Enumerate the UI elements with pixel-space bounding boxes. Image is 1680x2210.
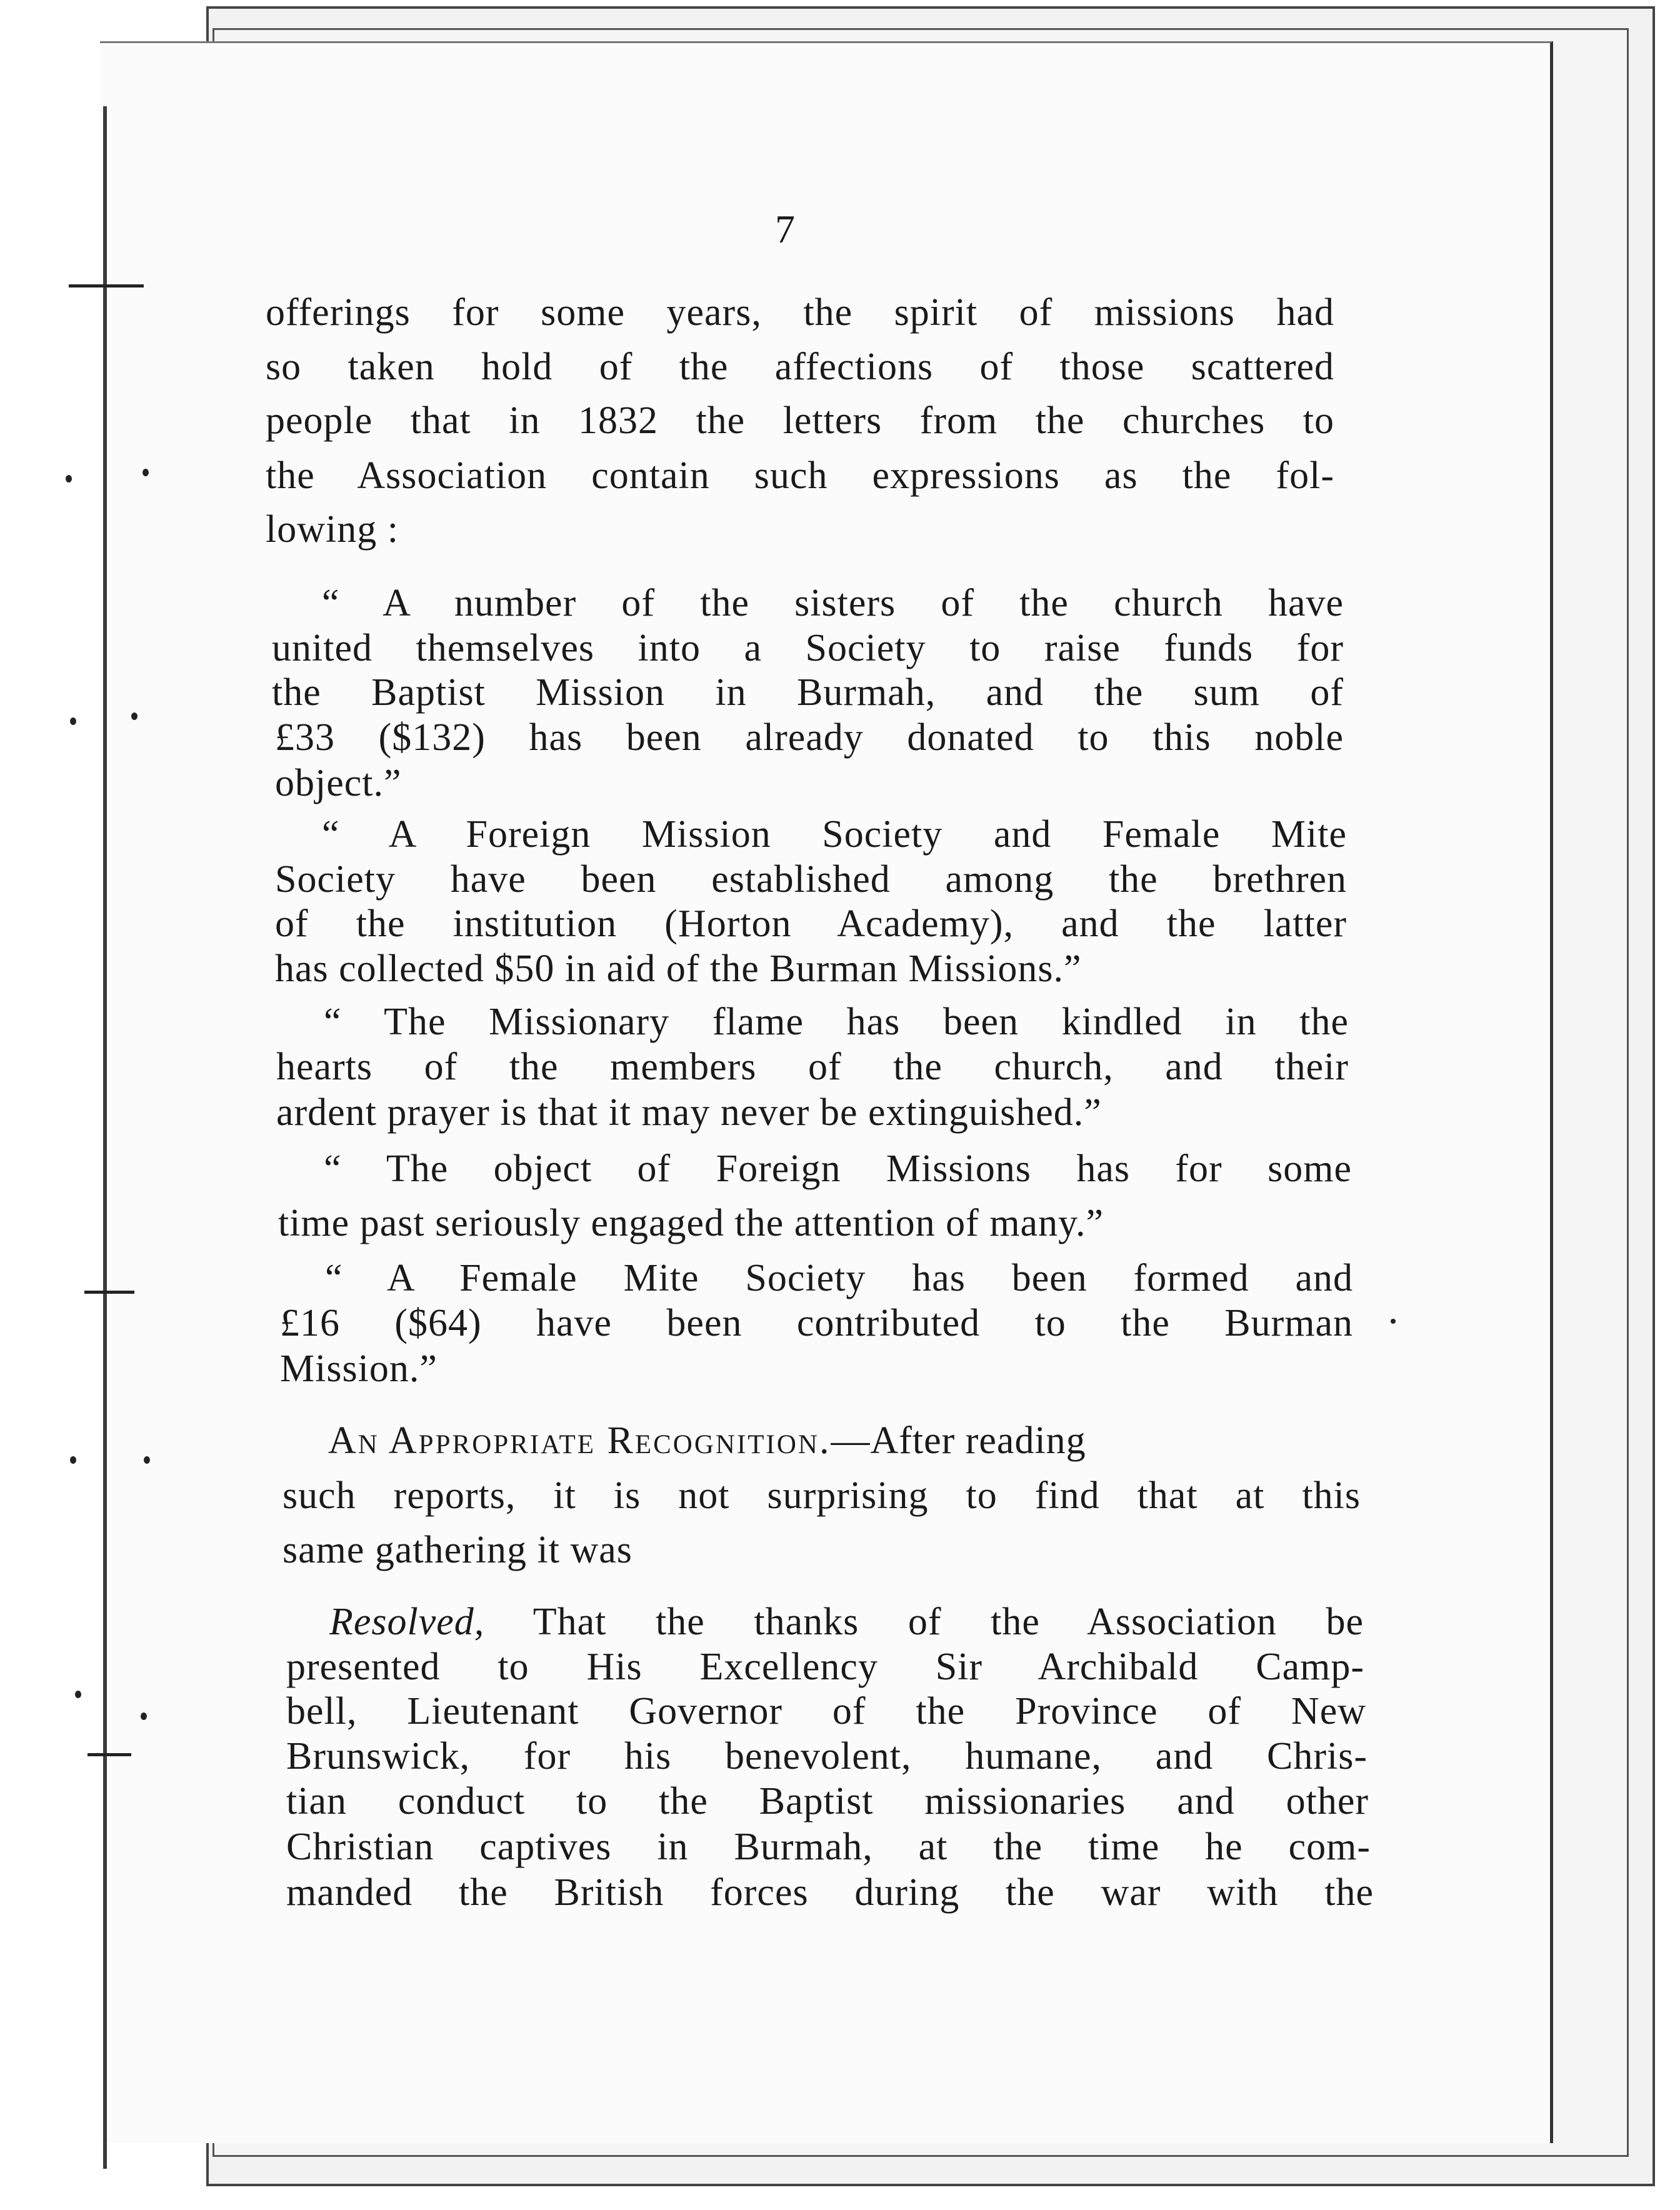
resolution-line: Christian captives in Burmah, at the time he com- <box>286 1826 1371 1868</box>
binding-hole <box>66 475 72 482</box>
text-line: offerings for some years, the spirit of missions had <box>266 291 1334 334</box>
recognition-line: —After reading <box>831 1419 1086 1462</box>
page-number: 7 <box>775 207 795 251</box>
binding-stitch <box>84 1291 134 1294</box>
text-line: so taken hold of the affections of those scattered <box>266 346 1334 388</box>
recognition-heading: An Appropriate Recognition. <box>328 1419 831 1462</box>
binding-hole <box>131 712 138 720</box>
resolution-first-line <box>329 1600 1364 1644</box>
quote-line: “ A Female Mite Society has been formed and <box>325 1257 1353 1299</box>
quote-line: united themselves into a Society to raise funds for <box>272 627 1344 669</box>
quote-line: ardent prayer is that it may never be extinguished.” <box>276 1091 1102 1134</box>
text-line: the Association contain such expressions as the fol- <box>266 454 1334 497</box>
quote-line: object.” <box>275 762 402 804</box>
text-line: people that in 1832 the letters from the churches to <box>266 399 1334 442</box>
binding-stitch <box>69 284 144 288</box>
resolution-line: bell, Lieutenant Governor of the Province of New <box>286 1690 1366 1732</box>
quote-line: “ A Foreign Mission Society and Female Mite <box>322 813 1347 856</box>
quote-line: Mission.” <box>280 1348 438 1390</box>
quote-line: has collected $50 in aid of the Burman Missions.” <box>275 948 1082 990</box>
resolved-lead: Resolved, <box>329 1601 485 1643</box>
recognition-first-line <box>328 1419 1359 1463</box>
binding-hole <box>70 1456 76 1464</box>
margin-speck <box>1391 1319 1396 1324</box>
binding-hole <box>75 1691 81 1698</box>
resolution-line: presented to His Excellency Sir Archibald Camp- <box>286 1646 1364 1688</box>
binding-hole <box>144 1456 150 1464</box>
binding-stitch <box>88 1753 131 1756</box>
quote-line: £16 ($64) have been contributed to the Burman <box>280 1302 1353 1344</box>
quote-line: Society have been established among the brethren <box>275 858 1347 901</box>
binding-hole <box>141 1712 147 1720</box>
text-line: lowing : <box>266 508 399 551</box>
resolution-line: tian conduct to the Baptist missionaries and other <box>286 1780 1369 1822</box>
binding-edge <box>103 106 107 2169</box>
quote-line: time past seriously engaged the attention of many.” <box>278 1202 1104 1244</box>
resolution-line: manded the British forces during the war with the <box>286 1871 1374 1914</box>
resolution-line: That the thanks of the Association be <box>484 1601 1364 1643</box>
quote-line: “ The Missionary flame has been kindled in the <box>324 1001 1349 1043</box>
resolution-line: Brunswick, for his benevolent, humane, and Chris- <box>286 1735 1368 1778</box>
binding-hole <box>142 469 149 476</box>
quote-line: £33 ($132) has been already donated to this noble <box>275 716 1344 759</box>
recognition-line: same gathering it was <box>282 1529 632 1571</box>
quote-line: hearts of the members of the church, and their <box>276 1046 1349 1088</box>
binding-hole <box>70 718 76 725</box>
quote-line: “ A number of the sisters of the church have <box>322 582 1344 624</box>
quote-line: of the institution (Horton Academy), and the latter <box>275 902 1347 945</box>
quote-line: the Baptist Mission in Burmah, and the sum of <box>272 671 1344 714</box>
recognition-line: such reports, it is not surprising to find that at this <box>282 1474 1361 1517</box>
quote-line: “ The object of Foreign Missions has for some <box>324 1148 1352 1190</box>
